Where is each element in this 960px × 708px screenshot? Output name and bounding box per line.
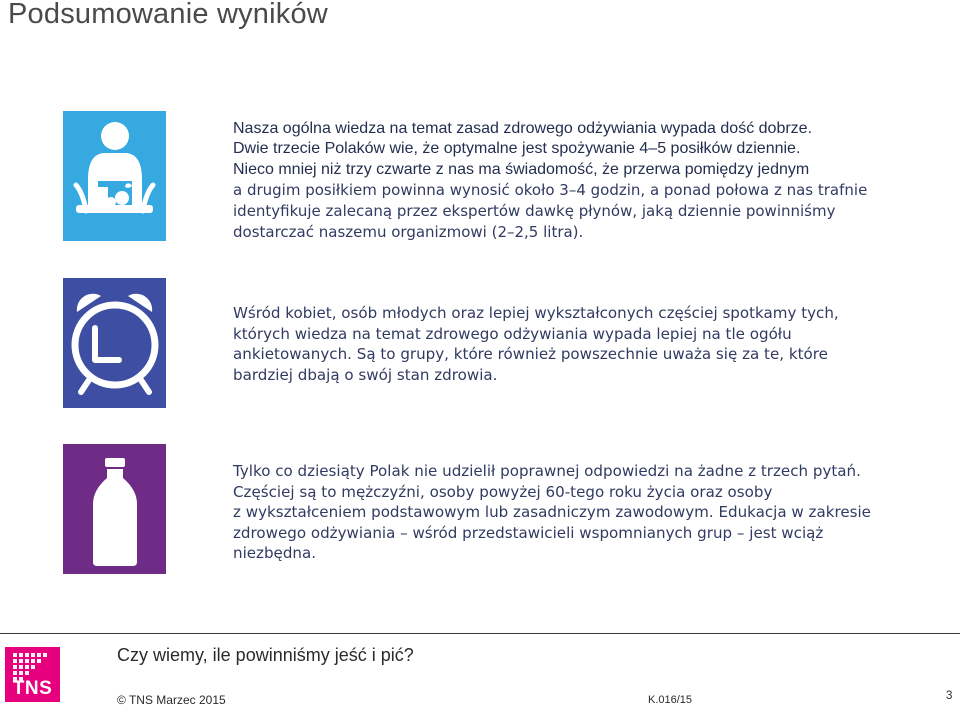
section-1-intro: Nasza ogólna wiedza na temat zasad zdrowego odżywiania wypada dość dobrze. Dwie trzecie Polaków wie, że optymalne jest spożywanie 4–5 posiłków dziennie. Nieco mniej niż trzy czwarte z nas ma świadomość, że przerwa pomiędzy jednym — [233, 120, 813, 178]
footer-code: K.016/15 — [648, 694, 693, 706]
section-3-text: Tylko co dziesiąty Polak nie udzielił poprawnej odpowiedzi na żadne z trzech pytań. Częściej są to mężczyźni, osoby powyżej 60-tego roku życia oraz osoby z wykształceniem podstawowym lub zasadniczym zawodowym. Edukacja w zakresie zdrowego odżywiania – wśród przedstawicieli wspomnianych grup – jest wciąż niezbędna. — [233, 462, 871, 562]
person-plate-icon — [63, 111, 166, 241]
section-1-rest: a drugim posiłkiem powinna wynosić około 3–4 godzin, a ponad połowa z nas trafnie identyfikuje zalecaną przez ekspertów dawkę płynów, jaką dziennie powinniśmy dostarczać naszemu organizmowi (2–2,5 litra). — [233, 180, 868, 242]
bottle-icon — [63, 444, 166, 574]
footer-divider — [0, 633, 960, 634]
tns-logo-text: TNS — [12, 678, 53, 699]
footer-question: Czy wiemy, ile powinniśmy jeść i pić? — [117, 645, 414, 665]
footer-copyright: © TNS Marzec 2015 — [117, 693, 226, 707]
tns-logo — [5, 647, 60, 702]
section-1-text — [233, 119, 958, 244]
section-2-text: Wśród kobiet, osób młodych oraz lepiej wykształconych częściej spotkamy tych, których wiedza na temat zdrowego odżywiania wypada lepiej na tle ogółu ankietowanych. Są to grupy, które również powszechnie uważa się za te, które bardziej dbają o swój stan zdrowia. — [233, 304, 839, 384]
slide-title: Podsumowanie wyników — [8, 0, 328, 30]
page-number: 3 — [946, 690, 953, 702]
alarm-clock-icon — [63, 278, 166, 408]
